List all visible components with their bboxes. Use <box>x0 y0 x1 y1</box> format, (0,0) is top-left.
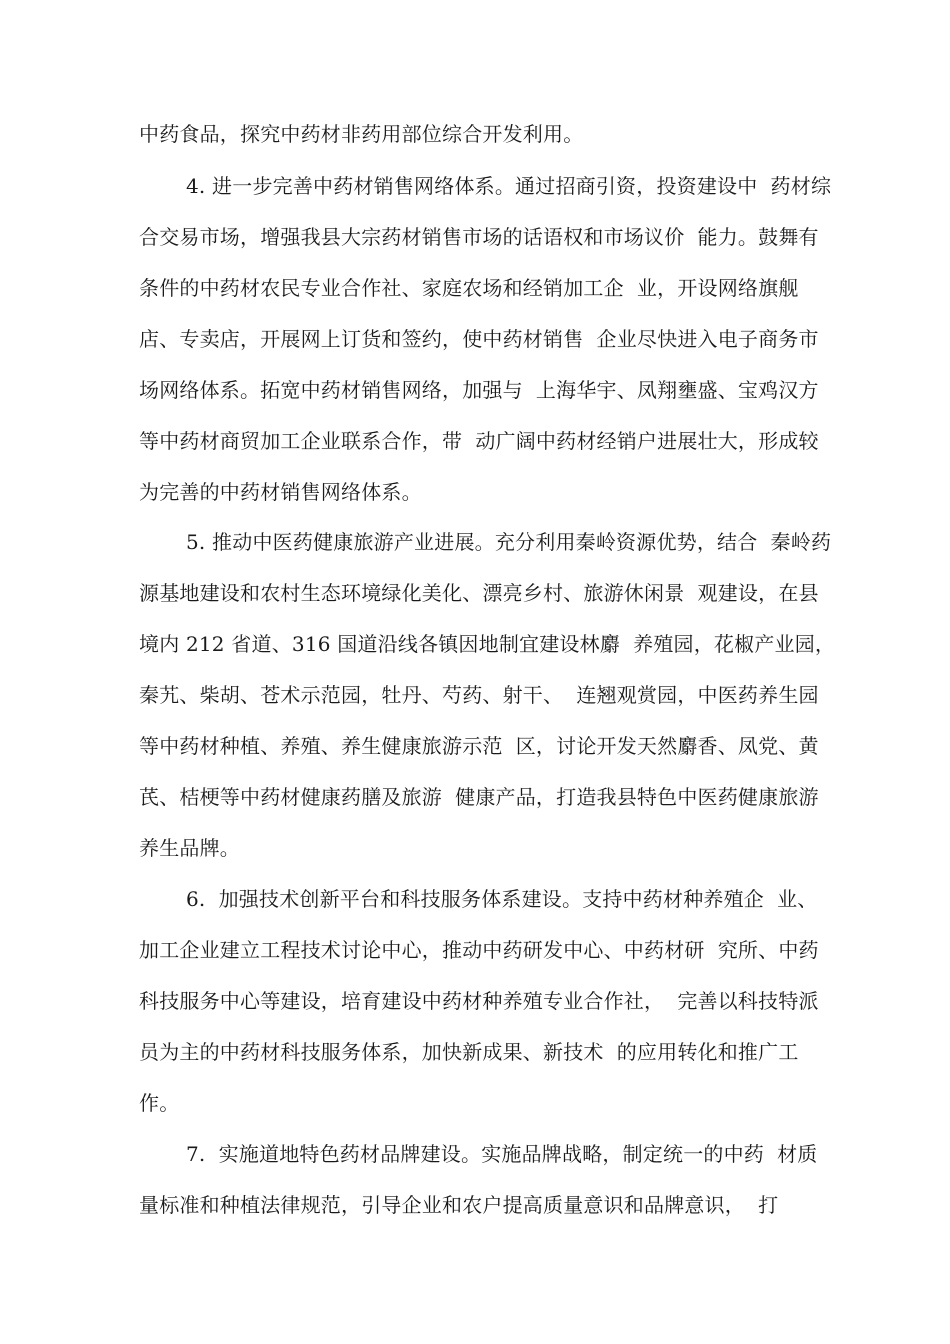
text-line: 6. 加强技术创新平台和科技服务体系建设。支持中药材种养殖企 业、 <box>186 887 818 911</box>
text-line: 4. 进一步完善中药材销售网络体系。通过招商引资，投资建设中 药材综 <box>186 174 832 198</box>
text-line: 科技服务中心等建设，培育建设中药材种养殖专业合作社， 完善以科技特派 <box>139 989 819 1013</box>
text-line: 源基地建设和农村生态环境绿化美化、漂亮乡村、旅游休闲景 观建设，在县 <box>139 581 819 605</box>
text-line: 员为主的中药材科技服务体系，加快新成果、新技术 的应用转化和推广工 <box>139 1040 799 1064</box>
text-line: 秦艽、柴胡、苍术示范园，牡丹、芍药、射干、 连翘观赏园，中医药养生园 <box>139 683 819 707</box>
text-line: 作。 <box>139 1091 180 1115</box>
text-line: 量标准和种植法律规范，引导企业和农户提高质量意识和品牌意识， 打 <box>139 1193 779 1217</box>
text-line: 芪、桔梗等中药材健康药膳及旅游 健康产品，打造我县特色中医药健康旅游 <box>139 785 819 809</box>
text-line: 条件的中药材农民专业合作社、家庭农场和经销加工企 业，开设网络旗舰 <box>139 276 799 300</box>
text-line: 养生品牌。 <box>139 836 240 860</box>
text-line: 店、专卖店，开展网上订货和签约，使中药材销售 企业尽快进入电子商务市 <box>139 327 819 351</box>
text-line: 场网络体系。拓宽中药材销售网络，加强与 上海华宇、凤翔壅盛、宝鸡汉方 <box>139 378 819 402</box>
text-line: 等中药材种植、养殖、养生健康旅游示范 区，讨论开发天然麝香、凤党、黄 <box>139 734 819 758</box>
text-line: 中药食品，探究中药材非药用部位综合开发利用。 <box>139 122 584 146</box>
text-line: 加工企业建立工程技术讨论中心，推动中药研发中心、中药材研 究所、中药 <box>139 938 819 962</box>
text-line: 等中药材商贸加工企业联系合作，带 动广阔中药材经销户进展壮大，形成较 <box>139 429 819 453</box>
text-line: 为完善的中药材销售网络体系。 <box>139 480 422 504</box>
text-line: 7. 实施道地特色药材品牌建设。实施品牌战略，制定统一的中药 材质 <box>186 1142 818 1166</box>
text-line: 境内 212 省道、316 国道沿线各镇因地制宜建设林麝 养殖园，花椒产业园， <box>139 632 836 656</box>
text-line: 5. 推动中医药健康旅游产业进展。充分利用秦岭资源优势，结合 秦岭药 <box>186 530 832 554</box>
text-line: 合交易市场，增强我县大宗药材销售市场的话语权和市场议价 能力。鼓舞有 <box>139 225 819 249</box>
